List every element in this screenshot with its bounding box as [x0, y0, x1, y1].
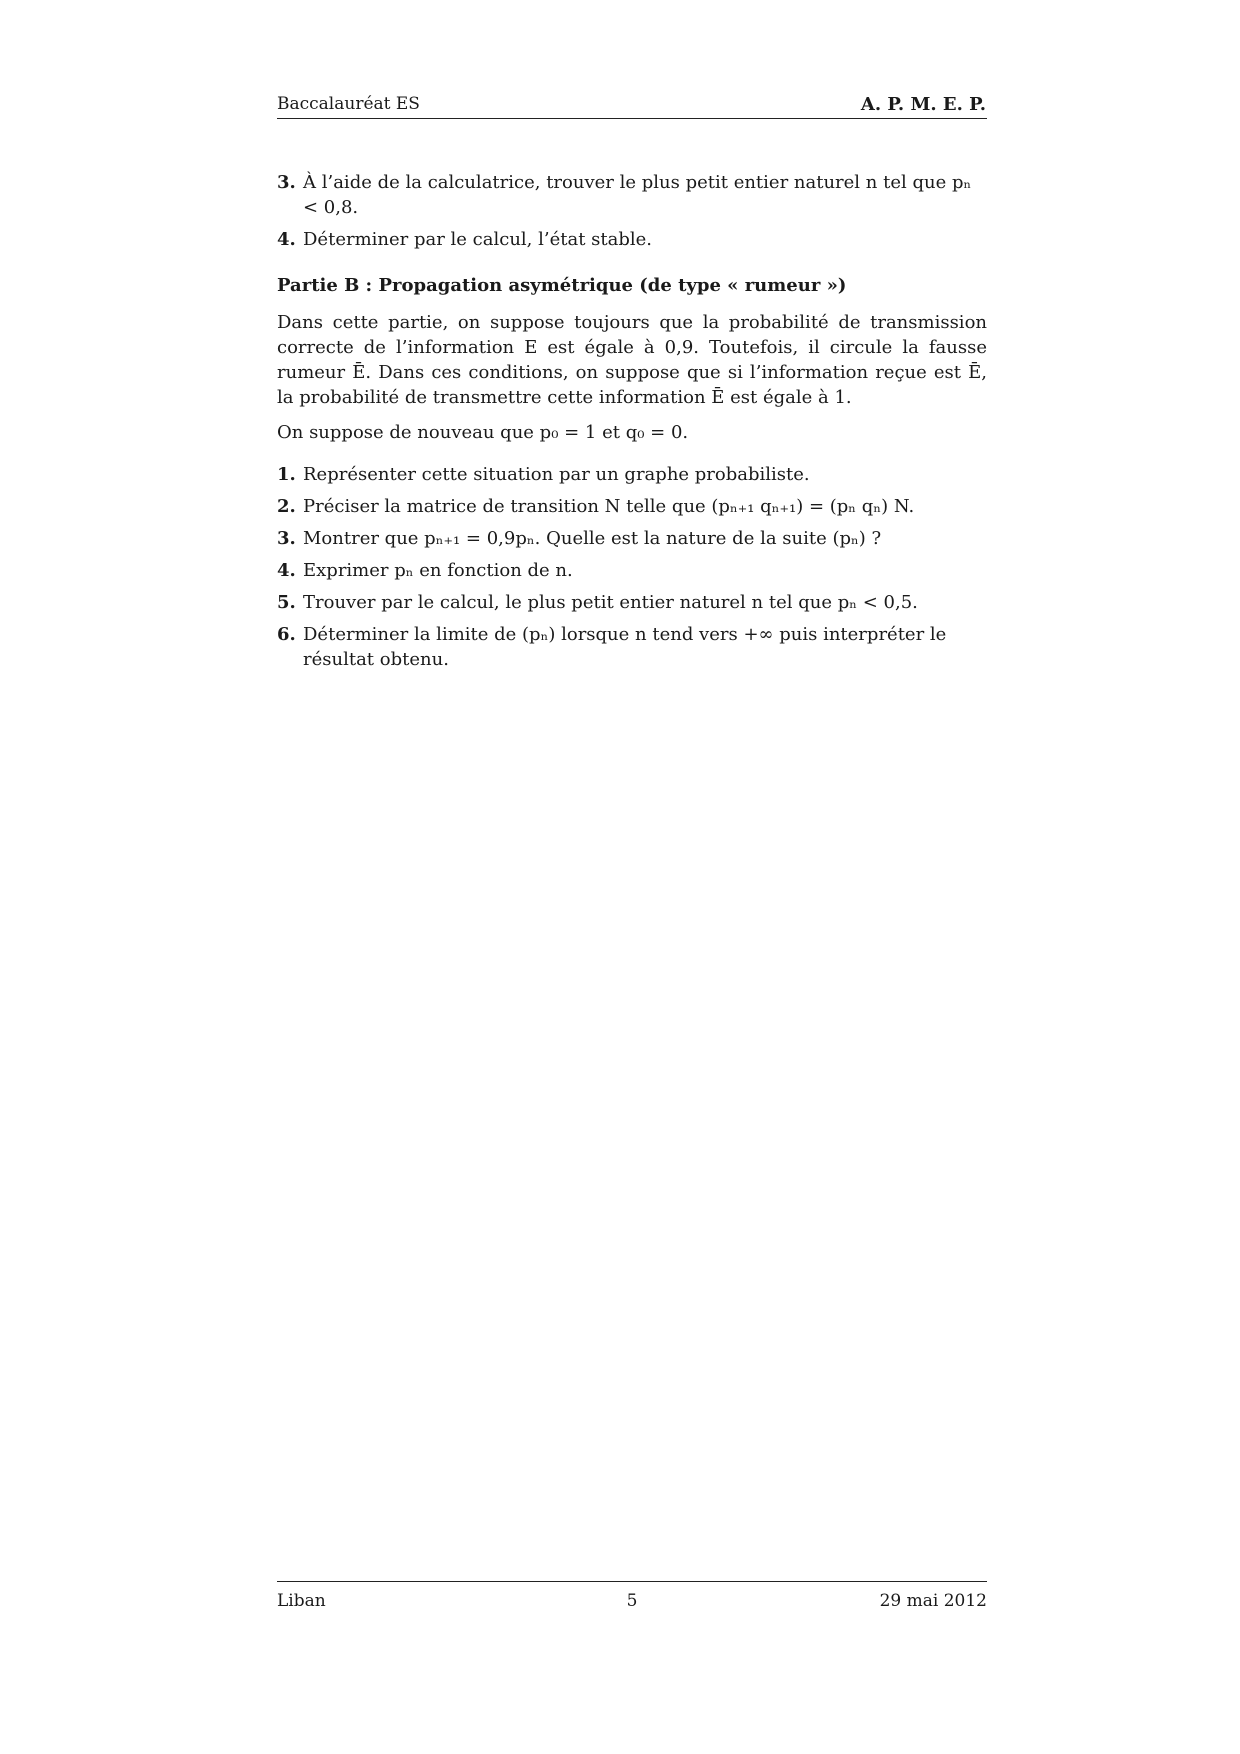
item-text: À l’aide de la calculatrice, trouver le plus petit entier naturel n tel que pₙ < 0,8.	[303, 172, 972, 218]
list-item	[277, 227, 987, 252]
item-number: 4.	[277, 560, 296, 581]
list-item	[277, 170, 987, 220]
list-item	[277, 558, 987, 583]
item-number: 3.	[277, 172, 296, 193]
header-right: A. P. M. E. P.	[860, 94, 986, 115]
item-number: 4.	[277, 229, 296, 250]
list-item	[277, 494, 987, 519]
footer-rule	[277, 1581, 987, 1582]
footer-date: 29 mai 2012	[879, 1591, 987, 1611]
item-text: Montrer que pₙ₊₁ = 0,9pₙ. Quelle est la nature de la suite (pₙ) ?	[303, 528, 882, 549]
page-header	[277, 94, 986, 118]
paragraph: Dans cette partie, on suppose toujours que la probabilité de transmission correcte de l’information E est égale à 0,9. Toutefois, il circule la fausse rumeur Ē. Dans ces conditions, on suppose que si l’information reçue est Ē, la probabilité de transmettre cette information Ē est égale à 1.	[277, 312, 987, 408]
item-text: Exprimer pₙ en fonction de n.	[303, 560, 573, 581]
item-number: 2.	[277, 496, 296, 517]
item-number: 5.	[277, 592, 296, 613]
item-text: Trouver par le calcul, le plus petit entier naturel n tel que pₙ < 0,5.	[303, 592, 918, 613]
item-number: 3.	[277, 528, 296, 549]
list-item	[277, 526, 987, 551]
page-footer	[277, 1591, 987, 1615]
paragraph: On suppose de nouveau que p₀ = 1 et q₀ = 0.	[277, 422, 689, 443]
footer-left: Liban	[277, 1591, 326, 1611]
item-text: Représenter cette situation par un graphe probabiliste.	[303, 464, 810, 485]
header-left: Baccalauréat ES	[277, 94, 420, 114]
page-content	[277, 170, 987, 672]
section-title: Partie B : Propagation asymétrique (de type « rumeur »)	[277, 275, 847, 296]
item-text: Déterminer par le calcul, l’état stable.	[303, 229, 653, 250]
page-number: 5	[626, 1591, 638, 1611]
item-text: Préciser la matrice de transition N telle que (pₙ₊₁ qₙ₊₁) = (pₙ qₙ) N.	[303, 496, 915, 517]
list-item	[277, 462, 987, 487]
header-rule	[277, 118, 987, 119]
item-text: Déterminer la limite de (pₙ) lorsque n tend vers +∞ puis interpréter le résultat obtenu.	[303, 624, 947, 670]
item-number: 1.	[277, 464, 296, 485]
list-item	[277, 622, 987, 672]
list-item	[277, 590, 987, 615]
item-number: 6.	[277, 624, 296, 645]
